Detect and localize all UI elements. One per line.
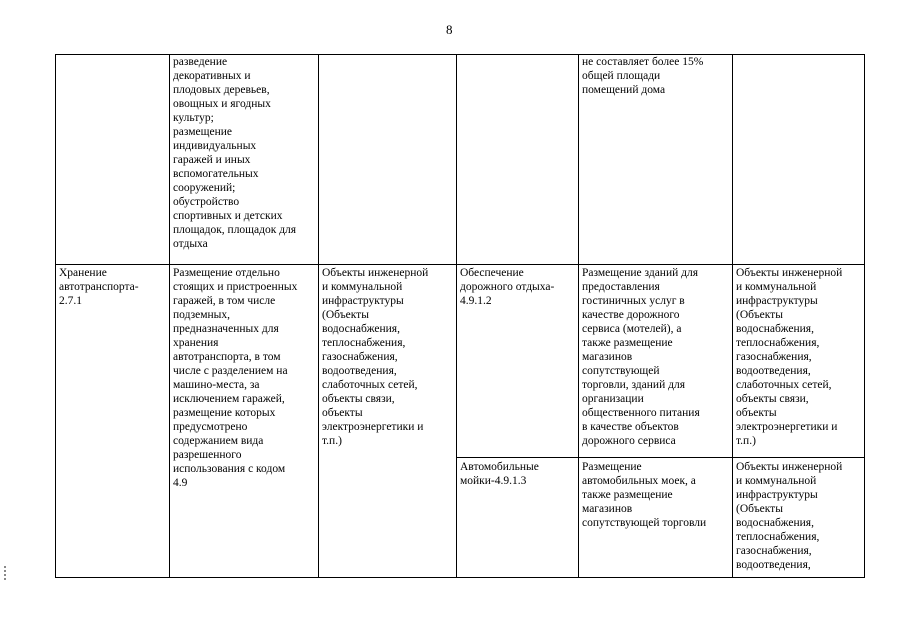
subrow-divider	[456, 457, 865, 458]
col-border-6	[732, 54, 733, 578]
cell-conditional-use: Обеспечение дорожного отдыха- 4.9.1.2	[460, 267, 555, 307]
col-border-2	[169, 54, 170, 578]
cell-auxiliary-use: Объекты инженерной и коммунальной инфраструктуры (Объекты водоснабжения, теплоснабжения, газоснабжения, водоотведения, слаботочных сетей, объекты связи, объекты электроэнергетики и т.п.)	[322, 267, 429, 447]
row-divider	[55, 264, 865, 265]
scan-artifact	[4, 566, 6, 580]
cell-main-use: Хранение автотранспорта- 2.7.1	[59, 267, 139, 307]
cell-conditional-use: Автомобильные мойки-4.9.1.3	[460, 461, 539, 487]
col-border-4	[456, 54, 457, 578]
cell-conditional-auxiliary: Объекты инженерной и коммунальной инфраструктуры (Объекты водоснабжения, теплоснабжения, газоснабжения, водоотведения,	[736, 461, 843, 571]
col-border-1	[55, 54, 56, 578]
col-border-7	[864, 54, 865, 578]
page-number: 8	[446, 22, 453, 37]
cell-main-description: Размещение отдельно стоящих и пристроенных гаражей, в том числе подземных, предназначенных для хранения автотранспорта, в том числе с разделением на машино-места, за исключением гаражей, размещение которых предусмотрено содержанием вида разрешенного использования с кодом 4.9	[173, 267, 298, 489]
cell-conditional-description: Размещение зданий для предоставления гостиничных услуг в качестве дорожного сервиса (мотелей), а также размещение магазинов сопутствующей торговли, зданий для организации общественного питания в качестве объектов дорожного сервиса	[582, 267, 700, 447]
col-border-5	[578, 54, 579, 578]
table-border-bottom	[55, 577, 865, 578]
continuation-cell-parameters: не составляет более 15% общей площади помещений дома	[582, 56, 704, 96]
cell-conditional-auxiliary: Объекты инженерной и коммунальной инфраструктуры (Объекты водоснабжения, теплоснабжения, газоснабжения, водоотведения, слаботочных сетей, объекты связи, объекты электроэнергетики и т.п.)	[736, 267, 843, 447]
continuation-cell-allowed-use: разведение декоративных и плодовых деревьев, овощных и ягодных культур; размещение индивидуальных гаражей и иных вспомогательных сооружений; обустройство спортивных и детских площадок, площадок для отдыха	[173, 56, 297, 250]
col-border-3	[318, 54, 319, 578]
cell-conditional-description: Размещение автомобильных моек, а также размещение магазинов сопутствующей торговли	[582, 461, 707, 529]
